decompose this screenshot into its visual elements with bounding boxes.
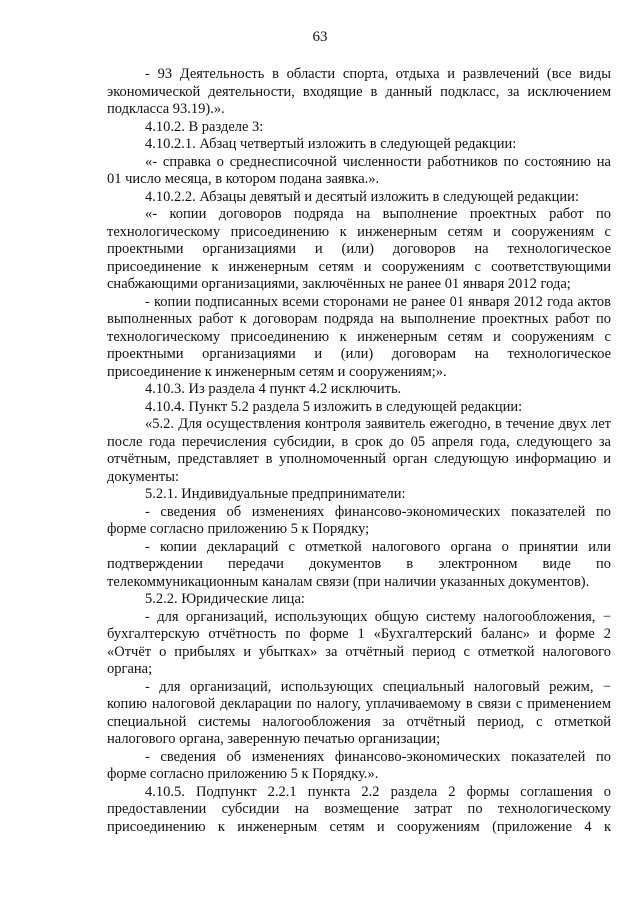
paragraph: - для организаций, использующих специальный налоговый режим, − копию налоговой декларации по налогу, уплачиваемому в связи с применением специальной системы налогообложения за отчётный период, с отметкой налогового органа, заверенную печатью организации;: [107, 678, 611, 747]
paragraph: - сведения об изменениях финансово-экономических показателей по форме согласно приложению 5 к Порядку.».: [107, 748, 611, 782]
paragraph: 4.10.3. Из раздела 4 пункт 4.2 исключить.: [145, 381, 402, 397]
paragraph: 4.10.5. Подпункт 2.2.1 пункта 2.2 раздела 2 формы соглашения о предоставлении субсидии на возмещение затрат по технологическому присоединению к инженерным сетям и сооружениям (приложение 4 к: [107, 783, 611, 835]
paragraph: 4.10.2.1. Абзац четвертый изложить в следующей редакции:: [145, 136, 517, 152]
paragraph: 4.10.2.2. Абзацы девятый и десятый изложить в следующей редакции:: [145, 188, 579, 205]
paragraph: «5.2. Для осуществления контроля заявитель ежегодно, в течение двух лет после года перечисления субсидии, в срок до 05 апреля года, следующего за отчётным, представляет в уполномоченный орган следующую информацию и документы:: [107, 416, 611, 485]
paragraph: - сведения об изменениях финансово-экономических показателей по форме согласно приложению 5 к Порядку;: [107, 503, 611, 537]
paragraph: 4.10.2. В разделе 3:: [145, 118, 264, 135]
paragraph: - копии подписанных всеми сторонами не ранее 01 января 2012 года актов выполненных работ к договорам подряда на выполнение проектных работ по технологическому присоединению к инженерным сетям и сооружениям с проектными организациями и (или) договорам на технологическое присоединение к инженерным сетям и сооружениям;».: [107, 293, 611, 380]
paragraph: - копии деклараций с отметкой налогового органа о принятии или подтверждении передачи документов в электронном виде по телекоммуникационным каналам связи (при наличии указанных документов).: [107, 538, 611, 590]
paragraph: - для организаций, использующих общую систему налогообложения, − бухгалтерскую отчётность по форме 1 «Бухгалтерский баланс» и форме 2 «Отчёт о прибылях и убытках» за отчётный период с отметкой налогового органа;: [107, 608, 611, 677]
paragraph: - 93 Деятельность в области спорта, отдыха и развлечений (все виды экономической деятельности, входящие в данный подкласс, за исключением подкласса 93.19).».: [107, 66, 611, 117]
paragraph: 5.2.2. Юридические лица:: [145, 591, 305, 607]
page-number: 63: [312, 29, 328, 45]
paragraph: «- копии договоров подряда на выполнение проектных работ по технологическому присоединению к инженерным сетям и сооружениям с проектными организациями и (или) договоров на технологическое присоединение к инженерным сетям и сооружениям с соответствующими снабжающими организациями, заключённых не ранее 01 января 2012 года;: [107, 206, 611, 292]
paragraph: 4.10.4. Пункт 5.2 раздела 5 изложить в следующей редакции:: [145, 398, 523, 415]
paragraph: «- справка о среднесписочной численности работников по состоянию на 01 число месяца, в котором подана заявка.».: [107, 153, 611, 187]
paragraph: 5.2.1. Индивидуальные предприниматели:: [145, 486, 406, 502]
document-body: [107, 66, 611, 836]
